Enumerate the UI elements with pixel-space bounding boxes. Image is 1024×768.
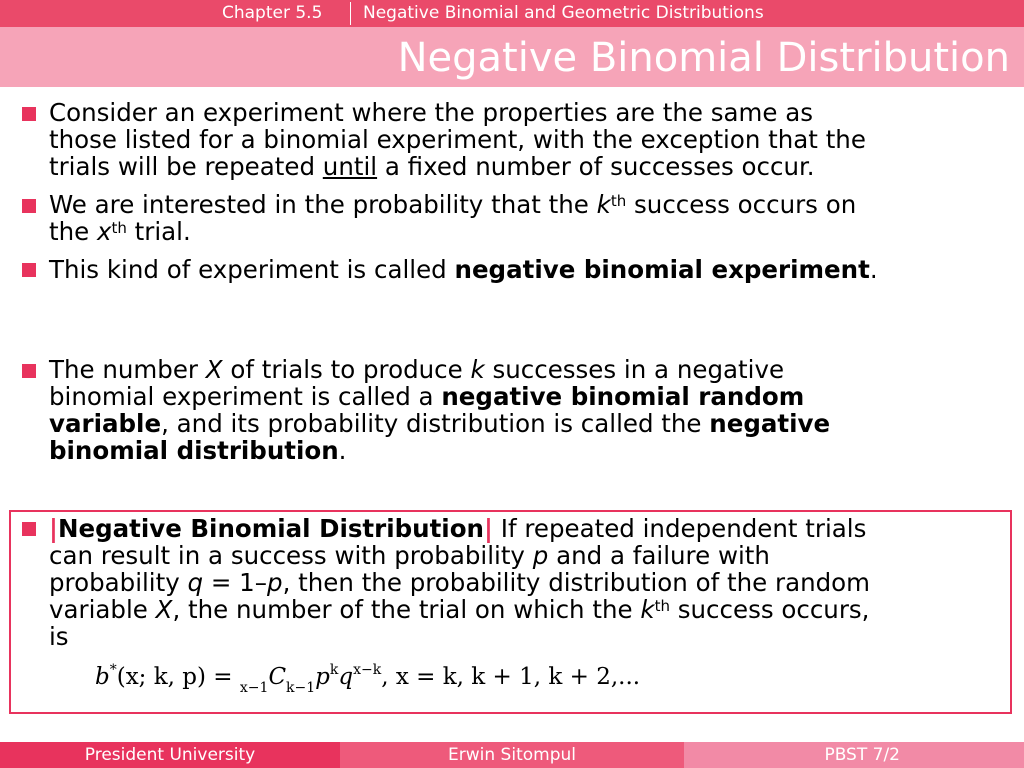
title-bar <box>0 27 1024 87</box>
formula-p: p <box>315 664 330 690</box>
chapter-label: Chapter 5.5 <box>222 3 323 23</box>
bold-term: binomial distribution <box>49 436 339 465</box>
line: those listed for a binomial experiment, with the exception that the <box>49 125 866 154</box>
bullet-square-icon <box>22 522 36 536</box>
line <box>49 542 1009 569</box>
text: , then the probability distribution of the random <box>282 568 871 597</box>
line <box>49 515 1009 542</box>
text: the <box>49 217 97 246</box>
text: We are interested in the probability that the <box>49 190 597 219</box>
text: trial. <box>126 217 191 246</box>
line <box>49 383 1009 410</box>
bullet-text-4 <box>49 356 1009 464</box>
line <box>49 410 1009 437</box>
formula-superscript: x−k <box>353 662 382 678</box>
line <box>49 569 1009 596</box>
footer-page-label: PBST 7/2 <box>824 745 900 765</box>
superscript: th <box>610 192 627 210</box>
var-X: X <box>155 595 173 624</box>
footer-bar <box>0 742 1024 768</box>
text: The number <box>49 355 206 384</box>
bullet-text-2 <box>49 191 1009 245</box>
header-divider <box>350 2 351 25</box>
formula-domain: , x = k, k + 1, k + 2,... <box>381 664 641 690</box>
line <box>49 437 1009 464</box>
text: successes in a negative <box>484 355 785 384</box>
pmf-formula <box>95 662 641 696</box>
var-X: X <box>205 355 223 384</box>
underlined-text: until <box>322 152 378 181</box>
var-k: k <box>640 595 655 624</box>
var-x: x <box>97 217 112 246</box>
bold-term: variable <box>49 409 162 438</box>
line <box>49 356 1009 383</box>
text: success occurs, <box>669 595 870 624</box>
line <box>49 256 1009 283</box>
footer-page <box>684 742 1024 768</box>
slide-title: Negative Binomial Distribution <box>397 35 1010 81</box>
line <box>49 191 1009 218</box>
text: trials will be repeated <box>49 152 323 181</box>
chapter-subtitle: Negative Binomial and Geometric Distributions <box>363 3 764 23</box>
text: can result in a success with probability <box>49 541 533 570</box>
line: Consider an experiment where the properties are the same as <box>49 98 814 127</box>
formula-args: (x; k, p) = <box>116 664 240 690</box>
text: success occurs on <box>626 190 857 219</box>
bold-term: negative <box>709 409 831 438</box>
pipe-mark: | <box>49 514 58 543</box>
text: binomial experiment is called a <box>49 382 442 411</box>
bullet-square-icon <box>22 263 36 277</box>
text: This kind of experiment is called <box>49 255 455 284</box>
definition-heading: Negative Binomial Distribution <box>57 514 484 543</box>
definition-text <box>49 515 1009 650</box>
var-p: p <box>532 541 549 570</box>
bold-term: negative binomial experiment <box>454 255 870 284</box>
formula-b: b <box>95 664 110 690</box>
text: of trials to produce <box>222 355 471 384</box>
bullet-text-3 <box>49 256 1009 283</box>
line <box>49 596 1009 623</box>
text: . <box>338 436 347 465</box>
text: , and its probability distribution is called the <box>161 409 710 438</box>
formula-star: * <box>109 662 117 678</box>
bullet-square-icon <box>22 199 36 213</box>
var-p: p <box>267 568 283 597</box>
text: If repeated independent trials <box>492 514 867 543</box>
formula-subscript: x−1 <box>239 680 269 696</box>
footer-author: Erwin Sitompul <box>340 742 684 768</box>
var-k: k <box>470 355 485 384</box>
text: a fixed number of successes occur. <box>377 152 815 181</box>
text: = 1– <box>203 568 268 597</box>
pipe-mark: | <box>483 514 493 543</box>
var-k: k <box>596 190 611 219</box>
text: , the number of the trial on which the <box>172 595 641 624</box>
chapter-header-bar <box>0 0 1024 27</box>
var-q: q <box>187 568 204 597</box>
text: . <box>869 255 878 284</box>
text: and a failure with <box>548 541 770 570</box>
line <box>49 153 1009 180</box>
text: variable <box>49 595 156 624</box>
bullet-text-1 <box>49 99 1009 180</box>
bullet-square-icon <box>22 364 36 378</box>
bold-term: negative binomial random <box>441 382 805 411</box>
footer-university: President University <box>0 742 340 768</box>
superscript: th <box>111 219 127 237</box>
formula-q: q <box>338 664 354 690</box>
formula-superscript: k <box>329 662 339 678</box>
formula-C: C <box>268 664 287 690</box>
bullet-square-icon <box>22 107 36 121</box>
superscript: th <box>654 597 670 615</box>
text: probability <box>49 568 188 597</box>
line: is <box>49 622 69 651</box>
line <box>49 218 1009 245</box>
formula-subscript: k−1 <box>286 680 316 696</box>
